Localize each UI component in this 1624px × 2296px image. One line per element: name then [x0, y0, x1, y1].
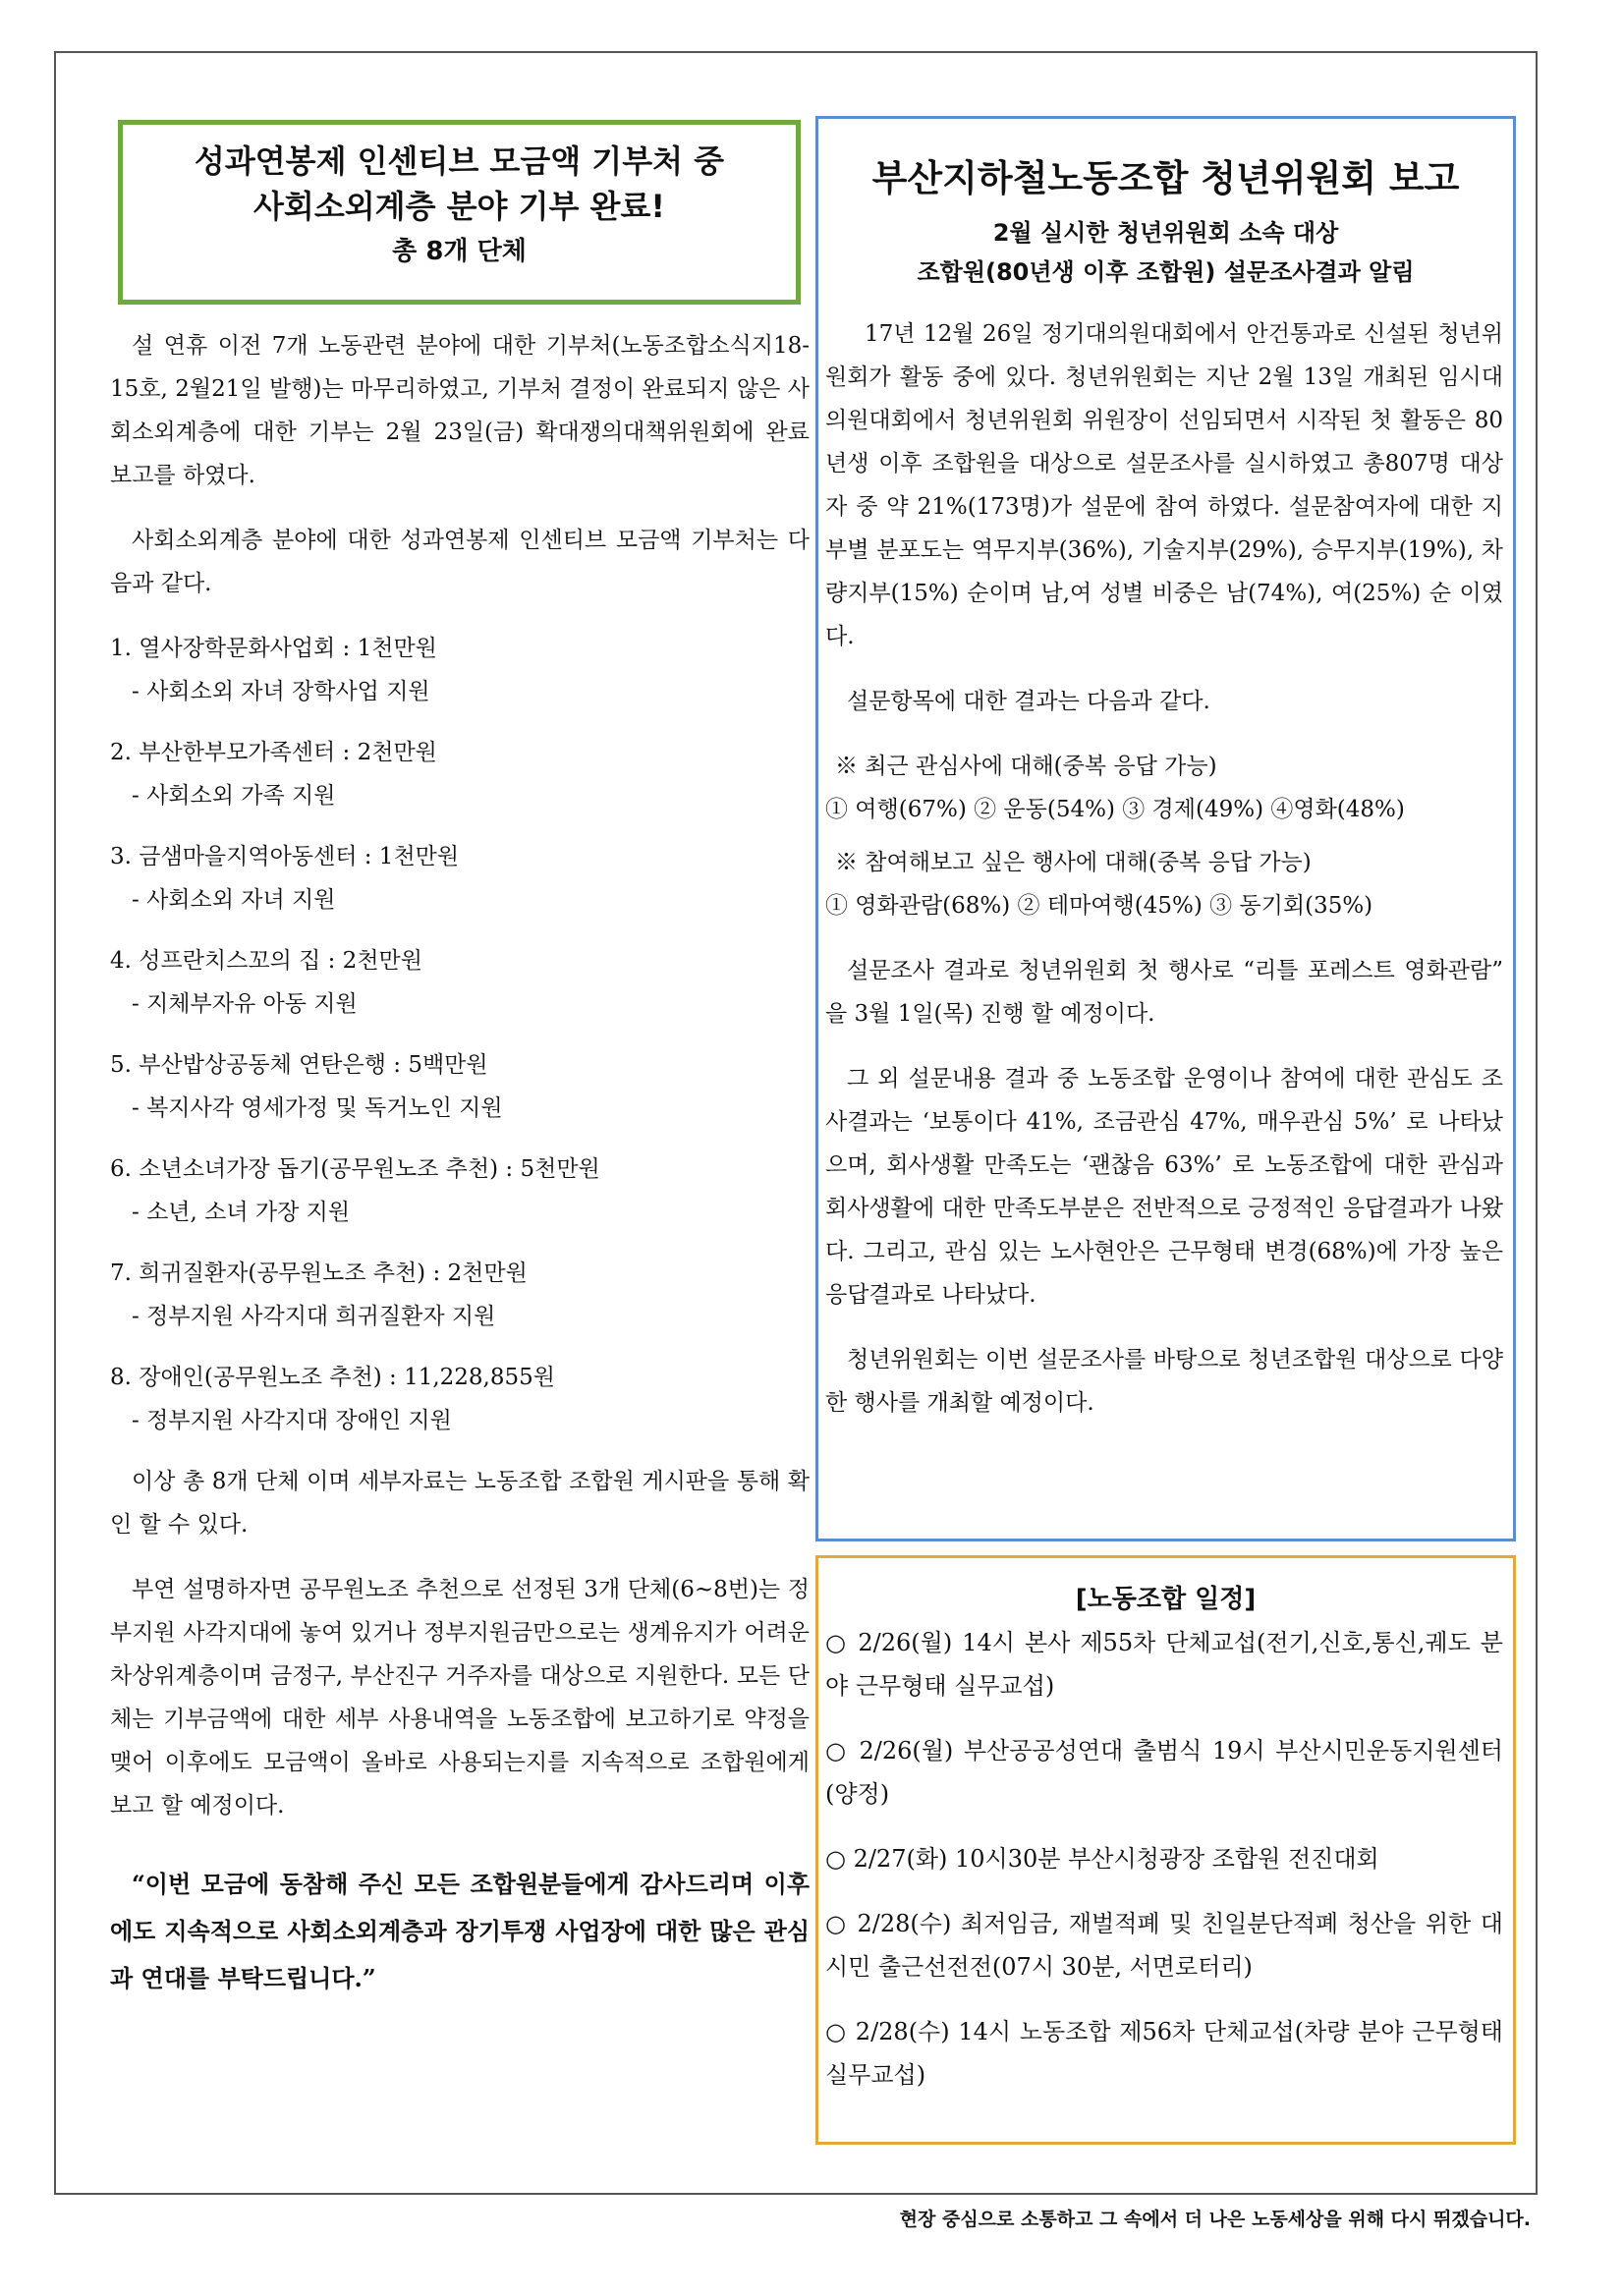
- donation-list-item: [110, 1356, 810, 1442]
- schedule-item: ○ 2/26(월) 부산공공성연대 출범식 19시 부산시민운동지원센터(양정): [825, 1737, 1503, 1808]
- donation-item-sub: - 사회소외 자녀 장학사업 지원: [132, 679, 430, 704]
- youth-report-paragraph-3: 설문조사 결과로 청년위원회 첫 행사로 “리틀 포레스트 영화관람” 을 3월 1일(목) 진행 할 예정이다.: [825, 958, 1503, 1027]
- youth-report-subtitle-1: 2월 실시한 청년위원회 소속 대상: [992, 219, 1339, 247]
- donation-list-item: [110, 627, 810, 713]
- youth-report-title: 부산지하철노동조합 청년위원회 보고: [871, 157, 1460, 199]
- youth-report-paragraph-2: 설문항목에 대한 결과는 다음과 같다.: [847, 689, 1210, 714]
- schedule-item: ○ 2/26(월) 14시 본사 제55차 단체교섭(전기,신호,통신,궤도 분야 근무형태 실무교섭): [825, 1629, 1503, 1700]
- youth-report-body: [825, 312, 1503, 1425]
- survey-answer-2: ① 영화관람(68%) ② 테마여행(45%) ③ 동기회(35%): [825, 893, 1373, 919]
- donation-title-line3: 총 8개 단체: [392, 237, 527, 266]
- donation-lead: 사회소외계층 분야에 대한 성과연봉제 인센티브 모금액 기부처는 다음과 같다.: [110, 528, 810, 596]
- donation-list-item: [110, 731, 810, 817]
- schedule-item: ○ 2/27(화) 10시30분 부산시청광장 조합원 전진대회: [825, 1845, 1379, 1873]
- union-schedule-title: [노동조합 일정]: [1075, 1585, 1257, 1614]
- footer-slogan: 현장 중심으로 소통하고 그 속에서 더 나은 노동세상을 위해 다시 뛰겠습니다.: [899, 2209, 1531, 2230]
- donation-item-title: 4. 성프란치스꼬의 집 : 2천만원: [110, 948, 422, 974]
- donation-item-title: 5. 부산밥상공동체 연탄은행 : 5백만원: [110, 1052, 488, 1078]
- schedule-item: ○ 2/28(수) 14시 노동조합 제56차 단체교섭(차량 분야 근무형태 실무교섭): [825, 2018, 1503, 2089]
- survey-answer-1: ① 여행(67%) ② 운동(54%) ③ 경제(49%) ④영화(48%): [825, 797, 1405, 822]
- donation-title-line2: 사회소외계층 분야 기부 완료!: [253, 188, 665, 225]
- donation-item-title: 7. 희귀질환자(공무원노조 추천) : 2천만원: [110, 1260, 528, 1286]
- donation-item-sub: - 복지사각 영세가정 및 독거노인 지원: [132, 1095, 503, 1121]
- youth-report-paragraph-1: 17년 12월 26일 정기대의원대회에서 안건통과로 신설된 청년위원회가 활동 중에 있다. 청년위원회는 지난 2월 13일 개최된 임시대의원대회에서 청년위원회 위원장이 선임되면서 시작된 첫 활동은 80년생 이후 조합원을 대상으로 설문조사를 실시하였고 총807명 대상자 중 약 21%(173명)가 설문에 참여 하였다. 설문참여자에 대한 지부별 분포도는 역무지부(36%), 기술지부(29%), 승무지부(19%), 차량지부(15%) 순이며 남,여 성별 비중은 남(74%), 여(25%) 순 이였다.: [825, 321, 1503, 649]
- donation-intro: 설 연휴 이전 7개 노동관련 분야에 대한 기부처(노동조합소식지18-15호, 2월21일 발행)는 마무리하였고, 기부처 결정이 완료되지 않은 사회소외계층에 대한 기부는 2월 23일(금) 확대쟁의대책위원회에 완료 보고를 하였다.: [110, 333, 810, 488]
- donation-detail: 부연 설명하자면 공무원노조 추천으로 선정된 3개 단체(6~8번)는 정부지원 사각지대에 놓여 있거나 정부지원금만으로는 생계유지가 어려운 차상위계층이며 금정구, 부산진구 거주자를 대상으로 지원한다. 모든 단체는 기부금액에 대한 세부 사용내역을 노동조합에 보고하기로 약정을 맺어 이후에도 모금액이 올바로 사용되는지를 지속적으로 조합원에게 보고 할 예정이다.: [110, 1577, 810, 1819]
- donation-item-sub: - 정부지원 사각지대 희귀질환자 지원: [132, 1304, 496, 1329]
- donation-title-line1: 성과연봉제 인센티브 모금액 기부처 중: [194, 142, 725, 180]
- survey-question-1: ※ 최근 관심사에 대해(중복 응답 가능): [835, 754, 1217, 779]
- donation-quote: “이번 모금에 동참해 주신 모든 조합원분들에게 감사드리며 이후에도 지속적으로 사회소외계층과 장기투쟁 사업장에 대한 많은 관심과 연대를 부탁드립니다.”: [110, 1870, 810, 1992]
- donation-summary: 이상 총 8개 단체 이며 세부자료는 노동조합 조합원 게시판을 통해 확인 할 수 있다.: [110, 1469, 810, 1538]
- donation-article: [110, 324, 810, 2002]
- union-schedule-list: [825, 1621, 1503, 2118]
- donation-item-title: 6. 소년소녀가장 돕기(공무원노조 추천) : 5천만원: [110, 1156, 600, 1182]
- youth-report-subtitle-2: 조합원(80년생 이후 조합원) 설문조사결과 알림: [917, 258, 1415, 286]
- donation-list-item: [110, 1252, 810, 1338]
- youth-report-paragraph-5: 청년위원회는 이번 설문조사를 바탕으로 청년조합원 대상으로 다양한 행사를 개최할 예정이다.: [825, 1347, 1503, 1416]
- donation-item-sub: - 지체부자유 아동 지원: [132, 991, 358, 1017]
- donation-item-title: 3. 금샘마을지역아동센터 : 1천만원: [110, 844, 460, 869]
- donation-item-sub: - 사회소외 자녀 지원: [132, 887, 336, 913]
- donation-item-sub: - 소년, 소녀 가장 지원: [132, 1200, 351, 1225]
- youth-report-paragraph-4: 그 외 설문내용 결과 중 노동조합 운영이나 참여에 대한 관심도 조사결과는 ‘보통이다 41%, 조금관심 47%, 매우관심 5%’ 로 나타났으며, 회사생활 만족도는 ‘괜찮음 63%’ 로 노동조합에 대한 관심과 회사생활에 대한 만족도부분은 전반적으로 긍정적인 응답결과가 나왔다. 그리고, 관심 있는 노사현안은 근무형태 변경(68%)에 가장 높은 응답결과로 나타났다.: [825, 1066, 1503, 1308]
- donation-item-sub: - 정부지원 사각지대 장애인 지원: [132, 1408, 452, 1433]
- schedule-item: ○ 2/28(수) 최저임금, 재벌적폐 및 친일분단적폐 청산을 위한 대시민 출근선전전(07시 30분, 서면로터리): [825, 1910, 1503, 1981]
- donation-item-title: 2. 부산한부모가족센터 : 2천만원: [110, 740, 437, 765]
- donation-item-title: 8. 장애인(공무원노조 추천) : 11,228,855원: [110, 1365, 555, 1390]
- donation-item-sub: - 사회소외 가족 지원: [132, 783, 336, 809]
- donation-headline-box: [118, 120, 801, 305]
- donation-list-item: [110, 939, 810, 1026]
- survey-question-2: ※ 참여해보고 싶은 행사에 대해(중복 응답 가능): [835, 850, 1312, 875]
- donation-list-item: [110, 1043, 810, 1130]
- donation-list-item: [110, 835, 810, 922]
- donation-list-item: [110, 1148, 810, 1234]
- donation-item-title: 1. 열사장학문화사업회 : 1천만원: [110, 636, 437, 661]
